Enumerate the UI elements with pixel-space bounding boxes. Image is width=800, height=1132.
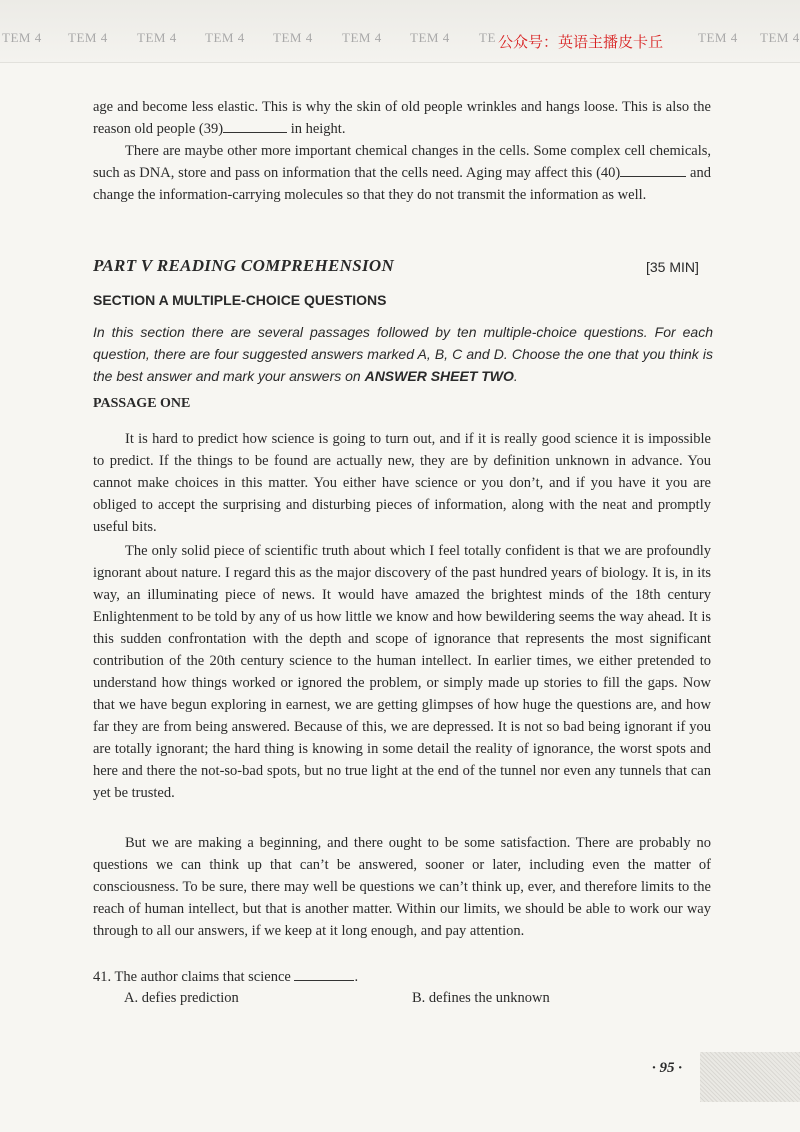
text: age and become less elastic. This is why the skin of old people wrinkles and hangs loose. This is also the reason old people (39)	[93, 99, 711, 137]
tem-label: TEM 4	[2, 30, 42, 45]
text: and change the information-carrying molecules so that they do not transmit the information as well.	[93, 165, 711, 203]
section-title: SECTION A MULTIPLE-CHOICE QUESTIONS	[93, 292, 387, 308]
cloze-paragraph-1	[93, 96, 711, 140]
part-title: PART V READING COMPREHENSION	[93, 256, 395, 275]
answer-sheet-label: ANSWER SHEET TWO	[364, 368, 514, 384]
option-a: A. defies prediction	[124, 990, 239, 1006]
text: in height.	[287, 121, 346, 137]
tem-label: TEM 4	[205, 30, 245, 45]
tem-label: TEM 4	[410, 30, 450, 45]
page-number: · 95 ·	[652, 1060, 682, 1076]
tem-label: TEM 4	[760, 30, 800, 45]
header-strip	[0, 0, 800, 63]
watermark-text: 公众号：英语主播皮卡丘	[498, 33, 664, 51]
question-41	[93, 966, 358, 986]
tem-label: TE	[479, 30, 496, 45]
tem-label: TEM 4	[137, 30, 177, 45]
passage-paragraph: The only solid piece of scientific truth about which I feel totally confident is that we are profoundly ignorant about nature. I regard this as the major discovery of the past hundred years of biology. It is, in its way, an illuminating piece of news. It would have amazed the brightest minds of the 18th century Enlightenment to be told by any of us how little we know and how bewildering seems the way ahead. It is this sudden confrontation with the depth and scope of ignorance that represents the most significant contribution of the 20th century science to the human intellect. In earlier times, we either pretended to understand how things worked or ignored the problem, or simply made up stories to fill the gaps. Now that we have begun exploring in earnest, we are getting glimpses of how huge the questions are, and how far they are from being answered. Because of this, we are depressed. It is not so bad being ignorant if you are totally ignorant; the hard thing is knowing in some detail the reality of ignorance, the worst spots and here and there the not-so-bad spots, but no true light at the end of the tunnel nor even any tunnels that can yet be trusted.	[93, 543, 711, 801]
tem-label: TEM 4	[68, 30, 108, 45]
passage-label: PASSAGE ONE	[93, 396, 191, 411]
tem-label: TEM 4	[698, 30, 738, 45]
text: .	[513, 368, 518, 384]
option-b: B. defines the unknown	[412, 990, 550, 1006]
answer-blank-41	[294, 966, 354, 981]
answer-blank-40	[620, 162, 686, 177]
tem-label: TEM 4	[273, 30, 313, 45]
text: There are maybe other more important chemical changes in the cells. Some complex cell chemicals, such as DNA, store and pass on information that the cells need. Aging may affect this (40)	[93, 143, 711, 181]
text: In this section there are several passages followed by ten multiple-choice questions. For each question, there are four suggested answers marked A, B, C and D. Choose the one that you think is the best answer and mark your answers on	[93, 324, 713, 384]
text: 41. The author claims that science	[93, 969, 295, 985]
page-corner-shade	[700, 1052, 800, 1102]
cloze-paragraph-2	[93, 140, 711, 206]
answer-blank-39	[223, 118, 287, 133]
part-time: [35 MIN]	[646, 259, 699, 275]
passage-paragraph: It is hard to predict how science is going to turn out, and if it is really good science it is impossible to predict. If the things to be found are actually new, they are by definition unknown in advance. You cannot make choices in this matter. You either have science or you don’t, and if you have it you are obliged to accept the surprising and disturbing pieces of information, along with the neat and promptly useful bits.	[93, 431, 711, 535]
tem-label: TEM 4	[342, 30, 382, 45]
section-instructions	[93, 321, 713, 387]
text: .	[354, 969, 359, 985]
passage-paragraph: But we are making a beginning, and there ought to be some satisfaction. There are probably no questions we can think up that can’t be answered, sooner or later, including even the matter of consciousness. To be sure, there may well be questions we can’t think up, ever, and therefore limits to the reach of human intellect, but that is another matter. Within our limits, we should be able to work our way through to all our answers, if we keep at it long enough, and pay attention.	[93, 835, 711, 939]
